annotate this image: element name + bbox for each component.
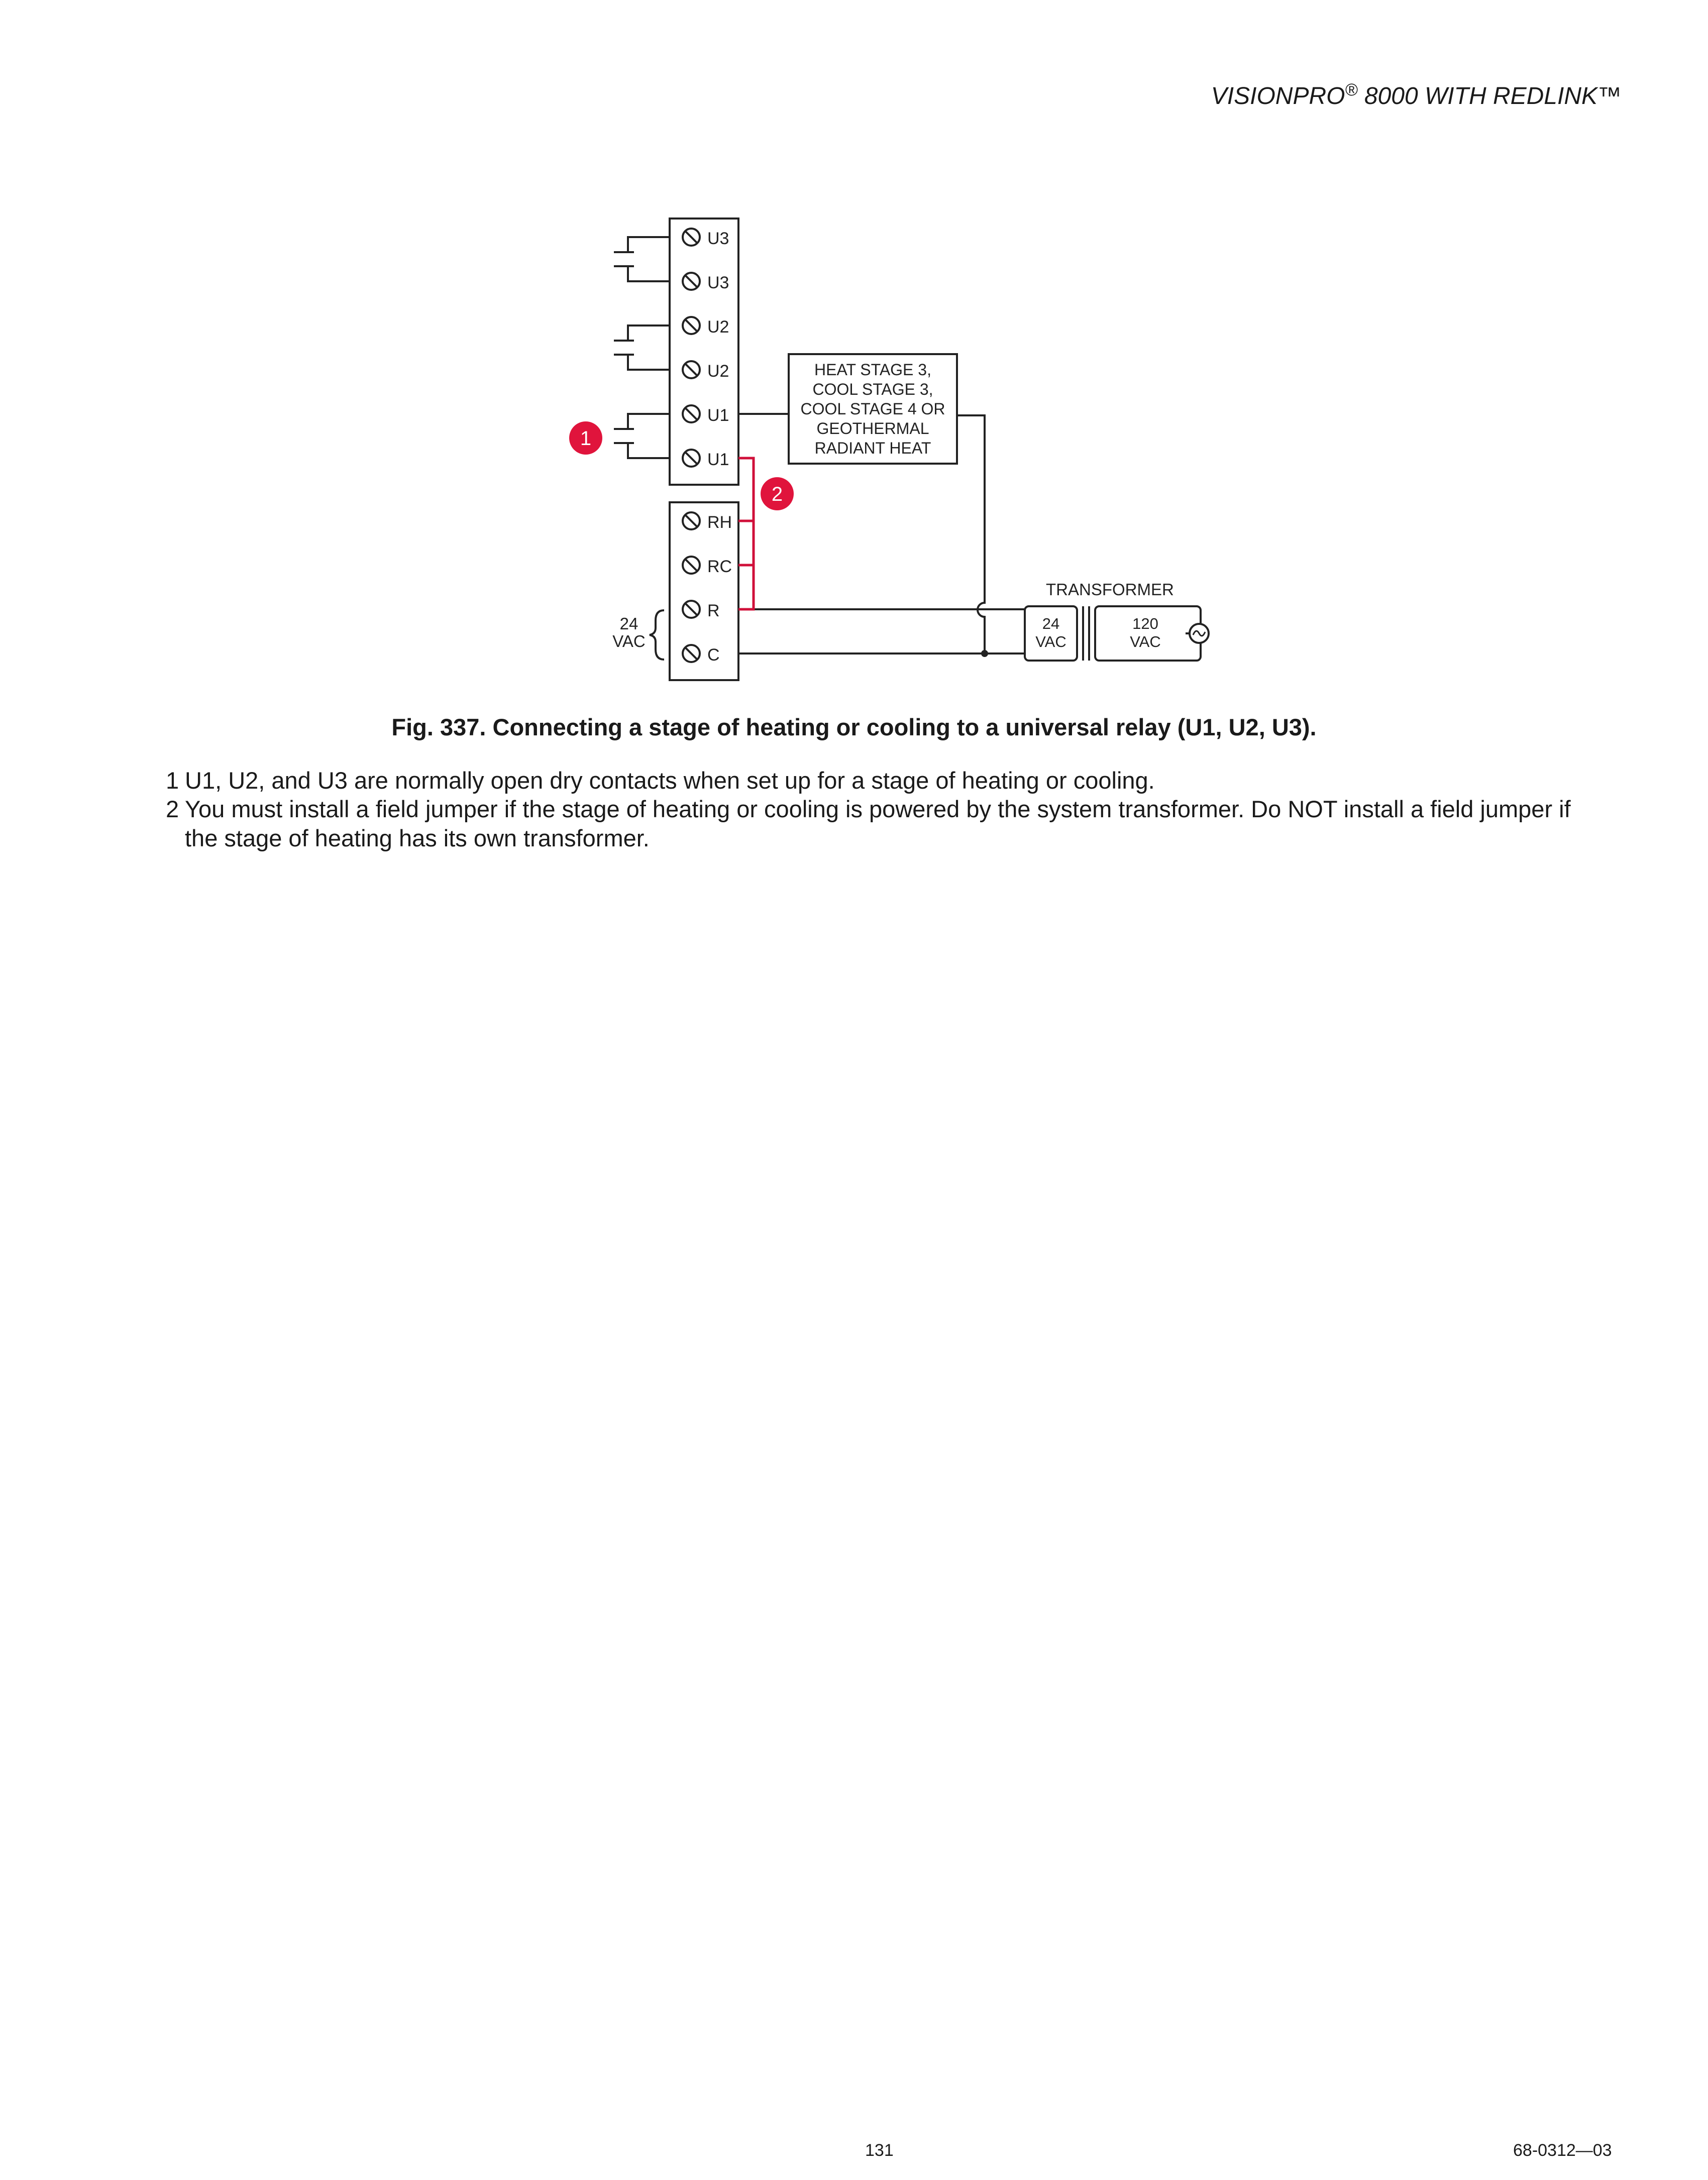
dry-contact-symbol [614, 237, 670, 281]
load-box-text: GEOTHERMAL [816, 419, 929, 438]
screw-terminal-icon [683, 450, 700, 467]
transformer [1025, 580, 1209, 661]
transformer-label: TRANSFORMER [1046, 580, 1174, 599]
dry-contact-symbol [614, 414, 670, 458]
note-text: U1, U2, and U3 are normally open dry contacts when set up for a stage of heating or cooling. [185, 767, 1155, 794]
lower-terminal-block [670, 502, 738, 680]
note-number: 2 [166, 796, 179, 822]
upper-terminal-block [670, 219, 738, 485]
screw-terminal-icon [683, 317, 700, 334]
screw-terminal-icon [683, 361, 700, 378]
transformer-secondary-text: 24 [1042, 615, 1060, 632]
callouts [569, 421, 794, 510]
screw-terminal-icon [683, 557, 700, 574]
load-box-text: COOL STAGE 3, [812, 380, 933, 398]
supply-label [612, 610, 664, 660]
note-text: You must install a field jumper if the stage of heating or cooling is powered by the system transformer. Do NOT install a field jumper if the stage of heating has its own transformer. [185, 796, 1571, 851]
load-box-text: HEAT STAGE 3, [814, 361, 931, 379]
ac-source-icon [1190, 624, 1209, 643]
supply-voltage-text: VAC [612, 632, 646, 650]
dry-contacts [614, 237, 670, 458]
dry-contact-symbol [614, 325, 670, 370]
terminal-label-rc: RC [707, 557, 732, 576]
page-header-title: VISIONPRO® 8000 WITH REDLINK™ [1211, 80, 1622, 110]
jumper-branches [738, 521, 754, 565]
supply-brace [650, 610, 664, 660]
terminal-label-u2: U2 [707, 317, 729, 337]
terminal-label-u3: U3 [707, 229, 729, 248]
screw-terminal-icon [683, 405, 700, 422]
terminal-label-u3: U3 [707, 273, 729, 292]
note-number: 1 [166, 767, 179, 794]
load-box [789, 354, 957, 464]
field-jumper [738, 458, 754, 609]
wire-load-to-common [957, 415, 985, 653]
transformer-primary-text: VAC [1130, 633, 1161, 650]
terminal-label-c: C [707, 645, 720, 665]
terminal-block-frame [670, 219, 738, 485]
load-box-text: COOL STAGE 4 OR [800, 400, 945, 418]
terminal-label-u2: U2 [707, 362, 729, 381]
terminal-label-u1: U1 [707, 406, 729, 425]
jumper-wire [738, 458, 754, 609]
screw-terminal-icon [683, 512, 700, 529]
junction-dot [981, 650, 988, 657]
supply-voltage-text: 24 [619, 614, 638, 633]
screw-terminal-icon [683, 229, 700, 246]
document-number: 68-0312—03 [1513, 2141, 1612, 2160]
terminal-label-rh: RH [707, 513, 732, 532]
transformer-primary-text: 120 [1132, 615, 1158, 632]
callout-number: 2 [771, 483, 783, 505]
screw-terminal-icon [683, 273, 700, 290]
terminal-label-r: R [707, 601, 720, 620]
page-number: 131 [865, 2141, 894, 2160]
load-box-text: RADIANT HEAT [814, 439, 931, 457]
callout-2 [761, 477, 794, 510]
callout-number: 1 [580, 427, 592, 450]
callout-1 [569, 421, 602, 455]
figure-caption: Fig. 337. Connecting a stage of heating or cooling to a universal relay (U1, U2, U3). [391, 714, 1317, 740]
terminal-label-u1: U1 [707, 450, 729, 469]
transformer-secondary-text: VAC [1035, 633, 1066, 650]
screw-terminal-icon [683, 601, 700, 618]
screw-terminal-icon [683, 645, 700, 662]
wiring-diagram [0, 0, 1708, 703]
